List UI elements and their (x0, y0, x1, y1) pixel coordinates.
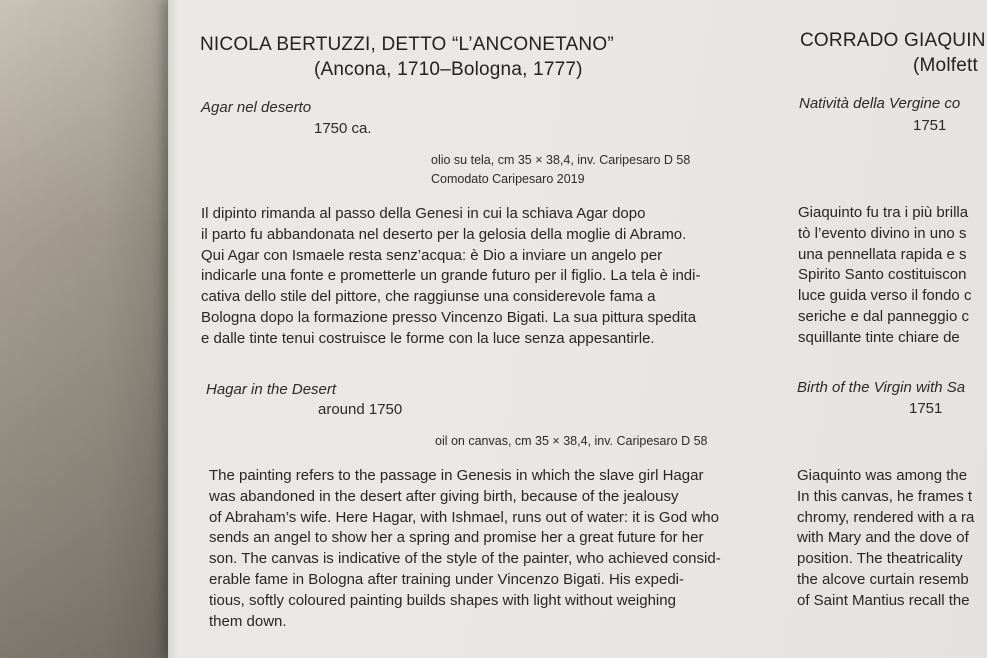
text-line: with Mary and the dove of (797, 529, 969, 547)
second-italian-artwork-title: Natività della Vergine co (799, 95, 961, 112)
second-english-artwork-title: Birth of the Virgin with Sa (797, 379, 966, 396)
text-line: indicarle una fonte e prometterle un grande futuro per il figlio. La tela è indi- (201, 267, 701, 285)
text-line: of Abraham’s wife. Here Hagar, with Ishmael, runs out of water: it is God who (209, 508, 719, 526)
text-line: was abandoned in the desert after giving birth, because of the jealousy (209, 487, 679, 505)
text-line: Il dipinto rimanda al passo della Genesi in cui la schiava Agar dopo (201, 205, 646, 222)
text-line: una pennellata rapida e s (798, 245, 967, 263)
english-description (209, 466, 721, 632)
second-italian-description (798, 203, 971, 349)
text-line: Giaquinto fu tra i più brilla (798, 204, 969, 221)
text-line: Spirito Santo costituiscon (798, 266, 967, 284)
italian-artwork-date: 1750 ca. (314, 120, 372, 137)
text-line: tious, softly coloured painting builds shapes with light without weighing (209, 591, 676, 609)
second-artist-name: CORRADO GIAQUIN (800, 30, 986, 51)
text-line: son. The canvas is indicative of the style of the painter, who achieved consid- (209, 550, 721, 568)
text-line: Bologna dopo la formazione presso Vincenzo Bigati. La sua pittura spedita (201, 308, 697, 326)
artist-name: NICOLA BERTUZZI, DETTO “L’ANCONETANO” (200, 34, 614, 55)
text-line: position. The theatricality (797, 550, 963, 568)
text-line: cativa dello stile del pittore, che raggiunse una considerevole fama a (201, 288, 656, 306)
text-line: In this canvas, he frames t (797, 487, 973, 505)
second-italian-artwork-date: 1751 (913, 117, 947, 134)
text-line: sends an angel to show her a spring and promise her a great future for her (209, 529, 704, 547)
text-line: erable fame in Bologna after training under Vincenzo Bigati. His expedi- (209, 570, 685, 588)
museum-label-panel (168, 0, 987, 658)
text-line: The painting refers to the passage in Genesis in which the slave girl Hagar (209, 467, 704, 484)
english-artwork-date: around 1750 (318, 401, 403, 418)
italian-artwork-title: Agar nel deserto (201, 99, 312, 116)
text-line: il parto fu abbandonata nel deserto per la gelosia della moglie di Abramo. (201, 225, 687, 243)
text-line: chromy, rendered with a ra (797, 508, 975, 526)
text-line: squillante tinte chiare de (798, 328, 960, 346)
text-line: luce guida verso il fondo c (798, 287, 972, 305)
second-english-artwork-date: 1751 (909, 400, 943, 417)
english-medium-inventory: oil on canvas, cm 35 × 38,4, inv. Caripesaro D 58 (435, 434, 708, 448)
artist-life-dates: (Ancona, 1710–Bologna, 1777) (314, 59, 583, 80)
text-line: of Saint Mantius recall the (797, 591, 970, 609)
italian-loan-credit: Comodato Caripesaro 2019 (431, 172, 585, 186)
second-english-description (797, 466, 974, 612)
text-line: e dalle tinte tenui costruisce le forme con la luce senza appesantirle. (201, 329, 655, 347)
text-line: Qui Agar con Ismaele resta senz’acqua: è Dio a inviare un angelo per (201, 246, 663, 264)
italian-description (201, 204, 700, 350)
text-line: seriche e dal panneggio c (798, 307, 969, 325)
text-line: tò l’evento divino in uno s (798, 224, 967, 242)
italian-medium-inventory: olio su tela, cm 35 × 38,4, inv. Caripesaro D 58 (431, 153, 691, 167)
english-artwork-title: Hagar in the Desert (206, 381, 337, 398)
text-line: them down. (209, 612, 287, 630)
text-line: the alcove curtain resemb (797, 570, 969, 588)
second-artist-life-dates: (Molfett (913, 55, 978, 76)
text-line: Giaquinto was among the (797, 467, 968, 484)
